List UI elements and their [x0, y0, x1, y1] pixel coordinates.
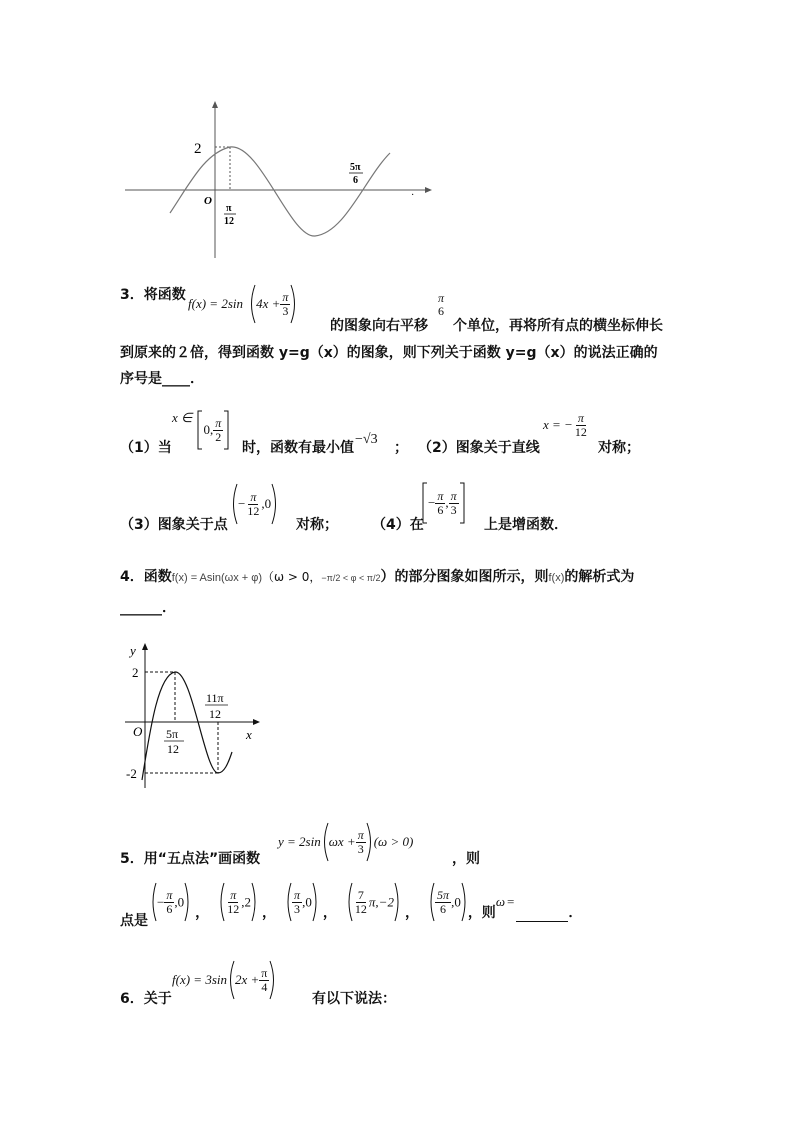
q3-opt1-set: x ∈: [172, 410, 193, 425]
q6-number: 6．: [120, 991, 144, 1007]
q3-opt1-int-a: 0,: [203, 422, 214, 437]
y-label: y: [130, 643, 136, 658]
q3-opt3-point: [230, 483, 279, 525]
q3-mid2: 个单位，再将所有点的横坐标伸长: [453, 318, 663, 334]
q4-fx: f(x): [548, 572, 565, 584]
q3-opt2-line: [543, 412, 589, 438]
q4-cond: −π/2 < φ < π/2: [321, 573, 381, 583]
q3-shift-num: π: [438, 291, 445, 305]
q5-eq: =: [507, 894, 515, 909]
x2-num: 11π: [206, 691, 224, 705]
origin-label: O: [133, 724, 143, 739]
q3-func: [188, 284, 298, 324]
x2-num: 5π: [350, 162, 361, 173]
q5-inner-num: π: [357, 827, 364, 842]
q6-post: 有以下说法：: [312, 991, 396, 1007]
x-axis-arrow: [425, 187, 432, 193]
q5-func-lhs: y = 2sin: [278, 834, 321, 849]
q5-answer-blank[interactable]: [516, 909, 568, 922]
q3-opt4-interval: − $\frac{\pi}{6}$ , $\frac{\pi}{3}$: [422, 482, 465, 524]
q3-opt3-minus: −: [238, 496, 246, 511]
x2-den: 12: [209, 707, 221, 721]
x-label: x: [246, 727, 252, 742]
q3-mid1: 的图象向右平移: [330, 318, 428, 334]
q5-omega: ω: [495, 894, 505, 909]
q3-opt3-tail: ,0: [261, 496, 272, 511]
q4-line1: [120, 566, 634, 586]
q5-inner: ωx +: [328, 834, 356, 849]
y-axis-arrow: [142, 643, 148, 650]
y-max-label: 2: [194, 141, 202, 157]
q3-opt3-post: 对称；: [296, 517, 338, 533]
q3-line1: [120, 284, 186, 334]
y-bottom-label: -2: [126, 766, 137, 781]
q3-opt1-val: −√3: [355, 432, 378, 447]
q3-opt4-a-num: π: [437, 488, 444, 503]
axis-end-mark: ·: [411, 190, 415, 201]
sine-curve: [170, 147, 390, 236]
q6-inner: 2x +: [234, 972, 260, 987]
q5-point-4: $\frac{7}{12}$ π,−2: [346, 892, 401, 911]
x-axis-arrow: [253, 719, 260, 725]
q3-line3: 序号是____．: [120, 371, 204, 387]
q5-point-1: − $\frac{\pi}{6}$ ,0: [150, 892, 191, 911]
q3-opt2-den: 12: [574, 424, 587, 439]
sine-graph-2: [120, 640, 270, 790]
q5-line2-pre: 点是: [120, 913, 148, 929]
q5-post: ，则: [452, 851, 480, 867]
q3-pre: 将函数: [143, 287, 186, 303]
q3-line2: 到原来的２倍，得到函数 y=g（x）的图象，则下列关于函数 y=g（x）的说法正确的: [120, 345, 658, 361]
q4-number: 4．: [120, 569, 144, 585]
q3-opt2-post: 对称；: [598, 440, 640, 456]
q3-opt3-pre: （3）图象关于点: [120, 517, 228, 533]
q3-opt4-pre: （4）在: [372, 517, 424, 533]
q3-func-num: π: [282, 289, 289, 304]
q3-opt1-interval: [172, 410, 229, 450]
y-top-label: 2: [132, 665, 139, 680]
x1-num: π: [226, 203, 232, 214]
x1-num: 5π: [166, 727, 179, 741]
q3-opt2-pre: （2）图象关于直线: [418, 440, 540, 456]
origin-label: O: [204, 195, 212, 207]
q6-pre: 关于: [143, 991, 172, 1007]
q5-line1-pre: [120, 848, 260, 868]
q5-point-5: $\frac{5\pi}{6}$ ,0: [428, 892, 468, 911]
q5-number: 5．: [120, 851, 144, 867]
q3-opt1-int-den: 2: [215, 429, 222, 444]
q5-point-3: $\frac{\pi}{3}$ ,0: [285, 892, 319, 911]
q3-func-inner: 4x +: [256, 296, 281, 311]
q5-point-2: $\frac{\pi}{12}$ ,2: [218, 892, 258, 911]
q6-func-lhs: f(x) = 3sin: [172, 972, 227, 987]
q5-post2: ，则: [467, 905, 496, 921]
q3-opt2-num: π: [577, 411, 584, 425]
q5-cond: (ω > 0): [373, 834, 414, 849]
q5-inner-den: 3: [357, 841, 364, 856]
q3-func-den: 3: [282, 303, 289, 318]
q3-opt3-num: π: [250, 489, 257, 504]
q5-func: [278, 822, 413, 862]
q3-shift-den: 6: [438, 303, 444, 318]
q6-func: [172, 960, 277, 1000]
q3-opt1-int-num: π: [215, 415, 222, 430]
q3-number: 3．: [120, 287, 144, 303]
q4-func: f(x) = Asin(ωx + φ): [171, 572, 263, 584]
q3-opt1-mid: 时，函数有最小值: [242, 440, 354, 456]
x1-den: 12: [167, 742, 179, 756]
q4-cond-post: ）的部分图象如图所示，则: [380, 569, 549, 585]
q6-inner-den: 4: [261, 979, 268, 994]
q4-line2: ______．: [120, 600, 176, 616]
q3-opt4-b-den: 3: [450, 502, 457, 517]
q3-opt1-sep: ；: [394, 440, 408, 456]
q6-inner-num: π: [261, 965, 268, 980]
q3-func-lhs: f(x) = 2sin: [188, 296, 243, 311]
q4-post: 的解析式为: [564, 569, 635, 585]
q4-cond-pre: （ω > 0，: [262, 570, 322, 584]
q3-opt4-minus: −: [428, 495, 436, 510]
q3-opt3-den: 12: [247, 503, 260, 518]
q3-shift: [436, 292, 446, 317]
q3-opt1-pre: （1）当: [120, 440, 172, 456]
q3-opt2-eq: x = −: [543, 417, 573, 433]
q3-opt4-post: 上是增函数．: [484, 517, 568, 533]
q5-pre: 用“五点法”画函数: [143, 851, 261, 867]
q3-opt4-a-den: 6: [437, 502, 444, 517]
q5-points: − $\frac{\pi}{6}$ ,0， $\frac{\pi}{12}$ ,2， $\frac{\pi}{3}$ ,0， $\frac{7}{12}$ π,−2， $\frac{5\pi}{6}$ ,0，则ω =．: [150, 882, 582, 922]
x1-den: 12: [224, 216, 234, 227]
y-axis-arrow: [212, 101, 218, 108]
q5-end: ．: [568, 905, 583, 921]
q3-opt4-b-num: π: [450, 488, 457, 503]
sine-graph-1: [120, 98, 440, 263]
x2-den: 6: [353, 175, 358, 186]
q4-pre: 函数: [143, 569, 172, 585]
q6-line1-pre: [120, 988, 172, 1008]
